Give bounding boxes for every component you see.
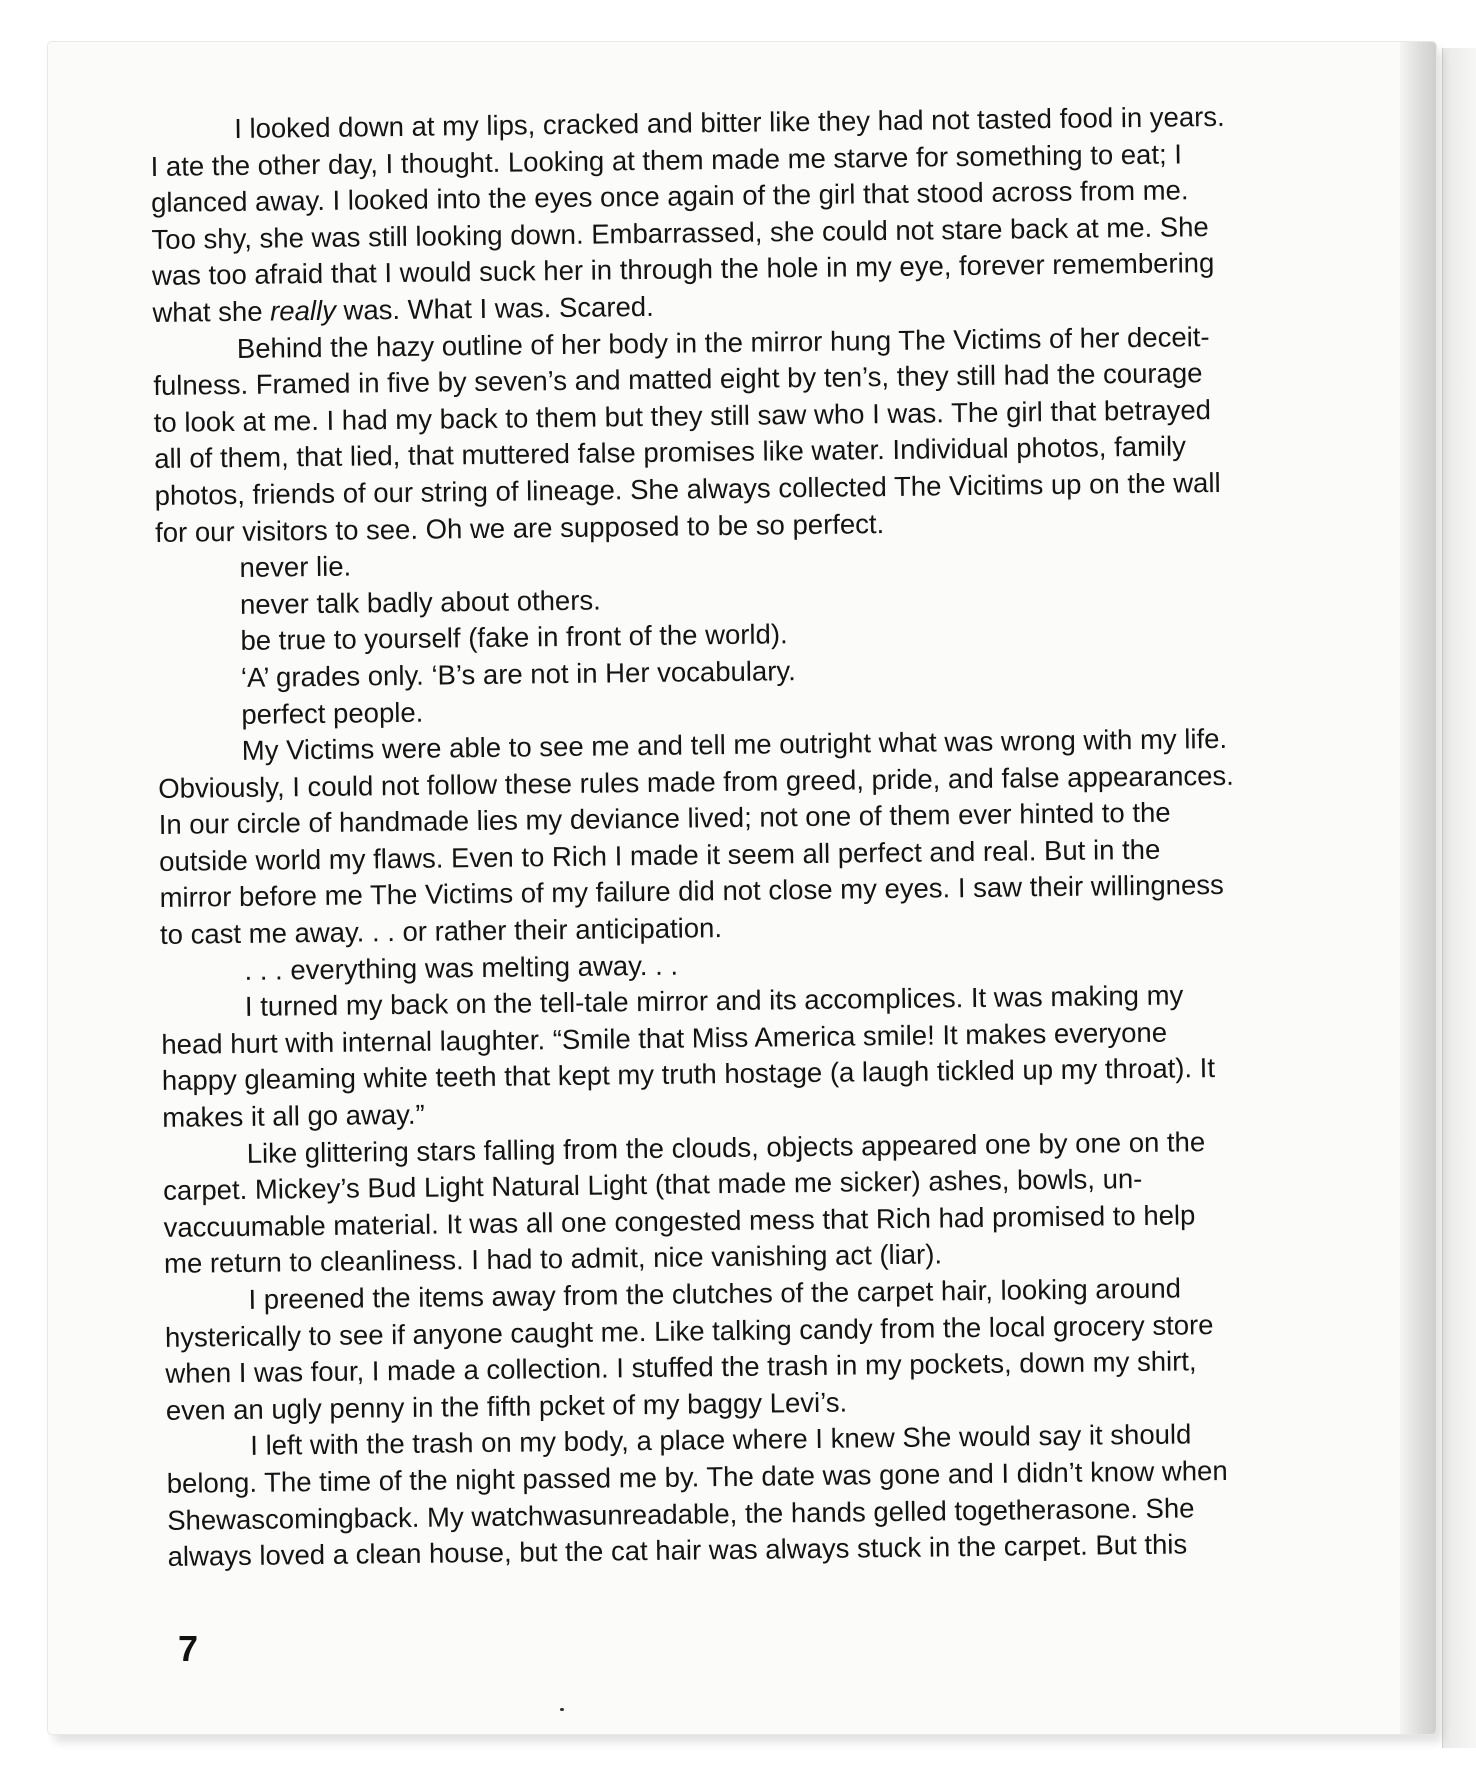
text-line: hysterically to see if anyone caught me. Like talking candy from the local grocery store <box>164 1308 1214 1353</box>
text-line: Behind the hazy outline of her body in the mirror hung The Victims of her deceit- <box>236 320 1210 364</box>
page-spine-shadow <box>1400 42 1436 1734</box>
rule-line: perfect people. <box>241 696 424 730</box>
text-line: Obviously, I could not follow these rules made from greed, pride, and false appearances. <box>158 759 1235 804</box>
text-line: Like glittering stars falling from the clouds, objects appeared one by one on the <box>246 1125 1206 1169</box>
text-line: to look at me. I had my back to them but they still saw who I was. The girl that betrayed <box>153 393 1212 438</box>
text-line: all of them, that lied, that muttered false promises like water. Individual photos, family <box>154 430 1187 475</box>
body-text <box>150 97 1390 1576</box>
text-line: when I was four, I made a collection. I stuffed the trash in my pockets, down my shirt, <box>165 1345 1197 1390</box>
text-line: makes it all go away.” <box>162 1098 425 1133</box>
rule-line: never lie. <box>239 550 352 584</box>
rule-line: be true to yourself (fake in front of the world). <box>240 618 788 657</box>
text-line: was too afraid that I would suck her in through the hole in my eye, forever remembering <box>151 247 1215 292</box>
text-line: carpet. Mickey’s Bud Light Natural Light (that made me sicker) ashes, bowls, un- <box>162 1163 1143 1207</box>
text-line: fulness. Framed in five by seven’s and matted eight by ten’s, they still had the courage <box>153 357 1203 402</box>
text-line: Too shy, she was still looking down. Embarrassed, she could not stare back at me. She <box>151 210 1209 255</box>
text-line: My Victims were able to see me and tell me outright what was wrong with my life. <box>241 722 1228 767</box>
text-line: I turned my back on the tell-tale mirror and its accomplices. It was making my <box>244 979 1184 1023</box>
rule-line: never talk badly about others. <box>239 584 601 620</box>
text-line: to cast me away. . . or rather their anticipation. <box>159 912 723 950</box>
text-line: belong. The time of the night passed me by. The date was gone and I didn’t know when <box>166 1454 1228 1499</box>
text-line: . . . everything was melting away. . . <box>244 949 679 986</box>
page-number: 7 <box>178 1628 199 1669</box>
text-line: I ate the other day, I thought. Looking at them made me starve for something to eat; I <box>150 137 1183 182</box>
text-line: what she really was. What I was. Scared. <box>152 290 654 328</box>
text-line: photos, friends of our string of lineage. She always collected The Vicitims up on the wall <box>154 466 1221 511</box>
text-line: I preened the items away from the clutches of the carpet hair, looking around <box>248 1272 1182 1315</box>
facing-page-edge <box>1442 48 1476 1748</box>
text-line: glanced away. I looked into the eyes once again of the girl that stood across from me. <box>150 174 1189 219</box>
text-line: I left with the trash on my body, a place where I knew She would say it should <box>250 1418 1192 1462</box>
text-line: even an ugly penny in the fifth pcket of my baggy Levi’s. <box>165 1386 848 1426</box>
text-line: mirror before me The Victims of my failure did not close my eyes. I saw their willingness <box>159 869 1224 914</box>
text-line: always loved a clean house, but the cat hair was always stuck in the carpet. But this <box>167 1528 1188 1573</box>
print-speck <box>560 1708 564 1711</box>
text-line: outside world my flaws. Even to Rich I made it seem all perfect and real. But in the <box>158 833 1161 877</box>
text-line: happy gleaming white teeth that kept my truth hostage (a laugh tickled up my throat). It <box>161 1052 1216 1097</box>
text-line: I looked down at my lips, cracked and bitter like they had not tasted food in years. <box>234 100 1225 144</box>
text-line: for our visitors to see. Oh we are supposed to be so perfect. <box>154 507 885 548</box>
text-line: In our circle of handmade lies my deviance lived; not one of them ever hinted to the <box>158 796 1171 841</box>
text-line: Shewascomingback. My watchwasunreadable, the hands gelled togetherasone. She <box>167 1491 1195 1536</box>
rule-line: ‘A’ grades only. ‘B’s are not in Her vocabulary. <box>240 655 796 693</box>
text-line: vaccuumable material. It was all one congested mess that Rich had promised to help <box>163 1199 1196 1243</box>
text-line: head hurt with internal laughter. “Smile that Miss America smile! It makes everyone <box>161 1016 1168 1060</box>
text-line: me return to cleanliness. I had to admit, nice vanishing act (liar). <box>163 1238 943 1280</box>
